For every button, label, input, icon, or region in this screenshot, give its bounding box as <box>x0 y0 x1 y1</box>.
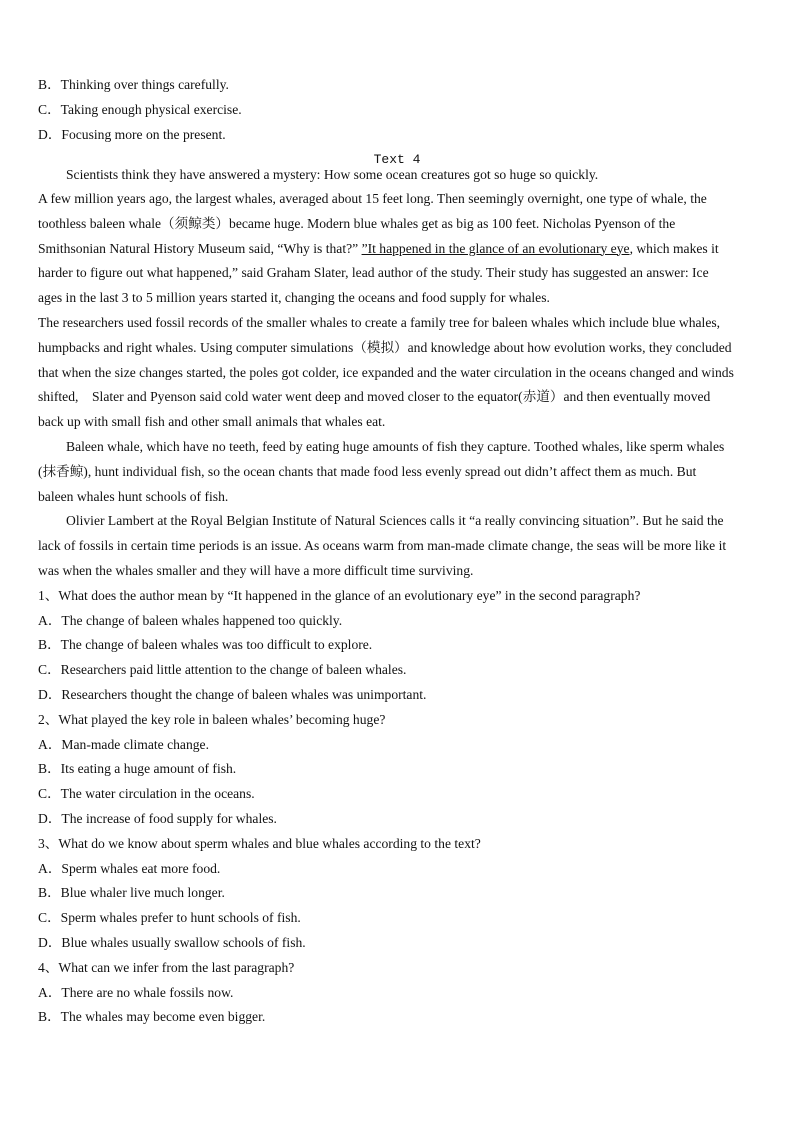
text-line: The researchers used fossil records of the smaller whales to create a family tree for baleen whales which include blue whales, <box>38 314 721 330</box>
text-line: back up with small fish and other small animals that whales eat. <box>38 414 386 430</box>
passage-body <box>38 187 768 1030</box>
answer-option: B．The change of baleen whales was too difficult to explore. <box>38 637 373 653</box>
text-line: baleen whales hunt schools of fish. <box>38 488 229 504</box>
underlined-phrase: ”It happened in the glance of an evolutionary eye <box>361 240 630 256</box>
answer-option: A．Sperm whales eat more food. <box>38 860 221 876</box>
answer-option: A．The change of baleen whales happened too quickly. <box>38 612 343 628</box>
text-line: (抹香鲸), hunt individual fish, so the ocean chants that made food less evenly spread out didn’t affect them as much. But <box>38 463 697 479</box>
text-line: toothless baleen whale（须鲸类）became huge. Modern blue whales get as big as 100 feet. Nicholas Pyenson of the <box>38 215 676 231</box>
option-line: B．Thinking over things carefully. <box>38 77 229 92</box>
option-line: D．Focusing more on the present. <box>38 126 226 142</box>
answer-option: D．Blue whales usually swallow schools of fish. <box>38 934 306 950</box>
answer-option: C．Sperm whales prefer to hunt schools of fish. <box>38 910 301 926</box>
answer-option: C．Researchers paid little attention to the change of baleen whales. <box>38 662 407 678</box>
text-line: Baleen whale, which have no teeth, feed by eating huge amounts of fish they capture. Toothed whales, like sperm whales <box>66 438 725 454</box>
lead-sentence: Scientists think they have answered a mystery: How some ocean creatures got so huge so quickly. <box>66 167 599 182</box>
text-line: lack of fossils in certain time periods is an issue. As oceans warm from man-made climate change, the seas will be more like it <box>38 538 727 554</box>
question-stem: 4、What can we infer from the last paragraph? <box>38 959 295 975</box>
text-line: ages in the last 3 to 5 million years started it, changing the oceans and food supply for whales. <box>38 290 550 306</box>
text-title: Text 4 <box>373 152 421 167</box>
text-span: , which makes it <box>629 240 719 256</box>
text-span: Smithsonian Natural History Museum said, “Why is that?” <box>38 240 362 256</box>
answer-option: B．The whales may become even bigger. <box>38 1009 266 1025</box>
answer-option: B．Its eating a huge amount of fish. <box>38 761 237 777</box>
text-line: that when the size changes started, the poles got colder, ice expanded and the water circulation in the oceans changed and winds <box>38 364 734 380</box>
answer-option: A．There are no whale fossils now. <box>38 984 234 1000</box>
text-line: humpbacks and right whales. Using computer simulations（模拟）and knowledge about how evolution works, they concluded <box>38 339 732 355</box>
answer-option: A．Man-made climate change. <box>38 736 209 752</box>
text-line <box>38 237 768 262</box>
text-line: Olivier Lambert at the Royal Belgian Institute of Natural Sciences calls it “a really convincing situation”. But he said the <box>66 513 724 529</box>
previous-options <box>38 73 768 147</box>
question-stem: 3、What do we know about sperm whales and blue whales according to the text? <box>38 835 481 851</box>
answer-option: D．Researchers thought the change of baleen whales was unimportant. <box>38 686 427 702</box>
answer-option: B．Blue whaler live much longer. <box>38 885 225 901</box>
text-line: A few million years ago, the largest whales, averaged about 15 feet long. Then seemingly overnight, one type of whale, the <box>38 191 707 206</box>
text-line: harder to figure out what happened,” said Graham Slater, lead author of the study. Their study has suggested an answer: Ice <box>38 265 709 281</box>
question-stem: 1、What does the author mean by “It happened in the glance of an evolutionary eye” in the second paragraph? <box>38 587 641 603</box>
answer-option: D．The increase of food supply for whales. <box>38 810 277 826</box>
text-line: was when the whales smaller and they will have a more difficult time surviving. <box>38 562 474 578</box>
question-stem: 2、What played the key role in baleen whales’ becoming huge? <box>38 711 386 727</box>
option-line: C．Taking enough physical exercise. <box>38 101 242 117</box>
text-line: shifted, Slater and Pyenson said cold water went deep and moved closer to the equator(赤道）and then eventually moved <box>38 389 711 405</box>
answer-option: C．The water circulation in the oceans. <box>38 786 255 802</box>
questions <box>38 584 768 1030</box>
